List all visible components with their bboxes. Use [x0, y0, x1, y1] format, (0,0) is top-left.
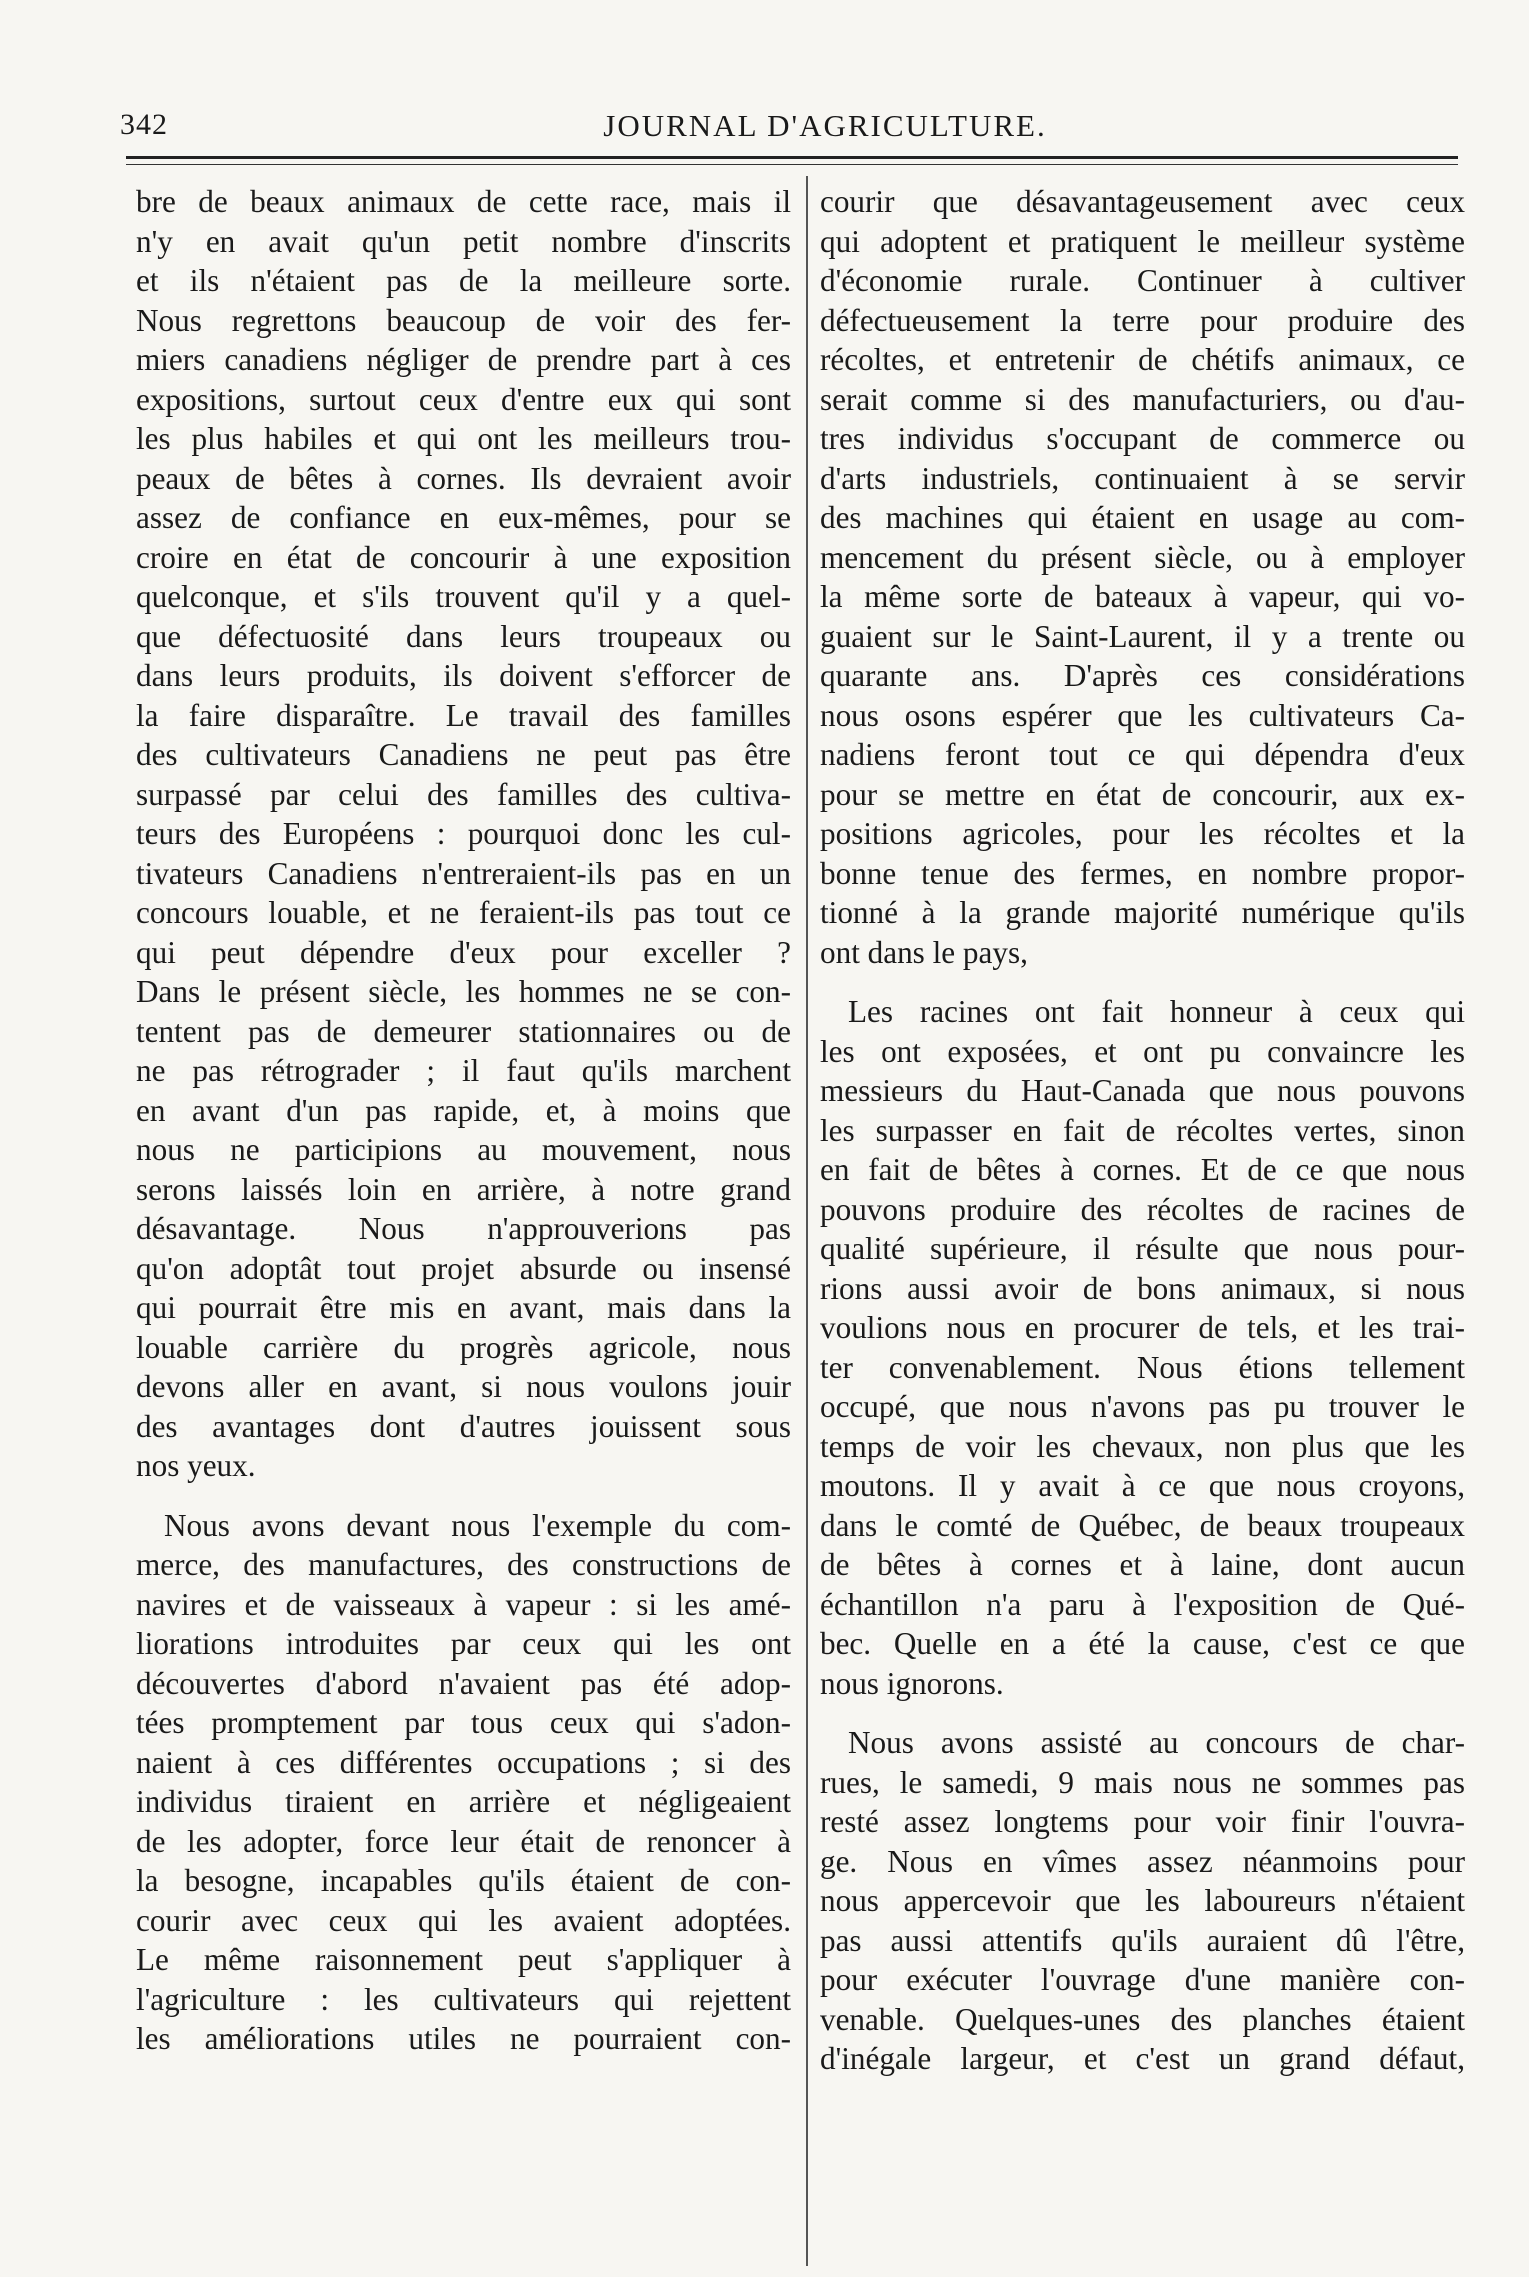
text-line: en fait de bêtes à cornes. Et de ce que nous	[820, 1152, 1465, 1187]
text-line: pas aussi attentifs qu'ils auraient dû l'être,	[820, 1922, 1465, 1958]
text-line: ter convenablement. Nous étions tellement	[820, 1349, 1465, 1385]
text-line: échantillon n'a paru à l'exposition de Qué-	[820, 1586, 1465, 1622]
header-rule-thick	[126, 156, 1458, 159]
text-line: nous osons espérer que les cultivateurs Ca-	[820, 697, 1465, 733]
text-line: miers canadiens négliger de prendre part à ces	[136, 342, 791, 377]
text-line: individus tiraient en arrière et négligeaient	[136, 1784, 791, 1819]
left-column	[136, 182, 791, 2059]
text-line: et ils n'étaient pas de la meilleure sorte.	[136, 263, 791, 298]
text-line: nous appercevoir que les laboureurs n'étaient	[820, 1883, 1465, 1918]
text-line: quelconque, et s'ils trouvent qu'il y a quel-	[136, 579, 791, 614]
right-column	[820, 182, 1465, 2079]
paragraph-gap	[820, 972, 1465, 992]
text-line: désavantage. Nous n'approuverions pas	[136, 1211, 791, 1246]
text-line: pour se mettre en état de concourir, aux ex-	[820, 776, 1465, 812]
text-line: rues, le samedi, 9 mais nous ne sommes pas	[820, 1764, 1465, 1800]
text-line: les ont exposées, et ont pu convaincre les	[820, 1033, 1465, 1069]
text-line: tées promptement par tous ceux qui s'adon-	[136, 1705, 791, 1740]
text-line: l'agriculture : les cultivateurs qui rejettent	[136, 1981, 791, 2017]
text-line: Nous regrettons beaucoup de voir des fer-	[136, 302, 791, 338]
text-line: quarante ans. D'après ces considérations	[820, 658, 1465, 693]
text-line: dans le comté de Québec, de beaux troupeaux	[820, 1507, 1465, 1543]
text-line: surpassé par celui des familles des cultiva-	[136, 776, 791, 812]
text-line: Nous avons assisté au concours de char-	[848, 1725, 1465, 1760]
text-line: navires et de vaisseaux à vapeur : si les amé-	[136, 1586, 791, 1622]
header-rule-thin	[126, 164, 1458, 165]
text-line: croire en état de concourir à une exposition	[136, 539, 791, 575]
text-line: venable. Quelques-unes des planches étaient	[820, 2001, 1465, 2037]
text-line: qui adoptent et pratiquent le meilleur système	[820, 223, 1465, 259]
text-line: concours louable, et ne feraient-ils pas tout ce	[136, 895, 791, 930]
paragraph-gap	[820, 1703, 1465, 1723]
text-line: merce, des manufactures, des constructions de	[136, 1547, 791, 1582]
text-line: tivateurs Canadiens n'entreraient-ils pas en un	[136, 855, 791, 891]
text-line: serons laissés loin en arrière, à notre grand	[136, 1171, 791, 1207]
text-line: liorations introduites par ceux qui les ont	[136, 1626, 791, 1661]
text-line: mencement du présent siècle, ou à employer	[820, 539, 1465, 575]
text-line: guaient sur le Saint-Laurent, il y a trente ou	[820, 618, 1465, 654]
text-line: nadiens feront tout ce qui dépendra d'eux	[820, 737, 1465, 772]
text-line: tionné à la grande majorité numérique qu'ils	[820, 895, 1465, 930]
text-line: nous ignorons.	[820, 1665, 1004, 1701]
text-line: qui peut dépendre d'eux pour exceller ?	[136, 934, 791, 970]
text-line: en avant d'un pas rapide, et, à moins que	[136, 1092, 791, 1128]
text-line: que défectuosité dans leurs troupeaux ou	[136, 618, 791, 654]
text-line: bre de beaux animaux de cette race, mais il	[136, 184, 791, 219]
text-line: des machines qui étaient en usage au com-	[820, 500, 1465, 535]
text-line: rions aussi avoir de bons animaux, si nous	[820, 1270, 1465, 1306]
text-line: découvertes d'abord n'avaient pas été adop-	[136, 1665, 791, 1701]
text-line: les surpasser en fait de récoltes vertes, sinon	[820, 1112, 1465, 1148]
text-line: expositions, surtout ceux d'entre eux qui sont	[136, 381, 791, 417]
paragraph-gap	[136, 1486, 791, 1506]
text-line: récoltes, et entretenir de chétifs animaux, ce	[820, 342, 1465, 377]
text-line: bonne tenue des fermes, en nombre propor-	[820, 855, 1465, 891]
column-divider	[806, 176, 808, 2266]
text-line: de bêtes à cornes et à laine, dont aucun	[820, 1547, 1465, 1582]
text-line: devons aller en avant, si nous voulons jouir	[136, 1369, 791, 1404]
text-line: la même sorte de bateaux à vapeur, qui vo-	[820, 579, 1465, 614]
journal-title: JOURNAL D'AGRICULTURE.	[603, 108, 1047, 143]
text-line: louable carrière du progrès agricole, nous	[136, 1329, 791, 1365]
text-line: qu'on adoptât tout projet absurde ou insensé	[136, 1250, 791, 1286]
text-line: resté assez longtems pour voir finir l'ouvra-	[820, 1804, 1465, 1839]
text-line: d'économie rurale. Continuer à cultiver	[820, 263, 1465, 298]
text-line: bec. Quelle en a été la cause, c'est ce que	[820, 1626, 1465, 1661]
text-line: moutons. Il y avait à ce que nous croyons,	[820, 1468, 1465, 1503]
text-line: messieurs du Haut-Canada que nous pouvons	[820, 1073, 1465, 1108]
text-line: la besogne, incapables qu'ils étaient de con-	[136, 1863, 791, 1898]
text-line: Nous avons devant nous l'exemple du com-	[164, 1507, 791, 1543]
text-line: qualité supérieure, il résulte que nous pour-	[820, 1231, 1465, 1266]
text-line: courir que désavantageusement avec ceux	[820, 184, 1465, 219]
text-line: assez de confiance en eux-mêmes, pour se	[136, 500, 791, 535]
text-line: d'inégale largeur, et c'est un grand défaut,	[820, 2041, 1465, 2076]
text-line: courir avec ceux qui les avaient adoptées.	[136, 1902, 791, 1938]
text-line: pour exécuter l'ouvrage d'une manière con-	[820, 1962, 1465, 1997]
page-number: 342	[120, 108, 168, 141]
text-line: des cultivateurs Canadiens ne peut pas être	[136, 737, 791, 772]
text-line: d'arts industriels, continuaient à se servir	[820, 460, 1465, 496]
text-line: nos yeux.	[136, 1448, 256, 1483]
text-line: occupé, que nous n'avons pas pu trouver le	[820, 1389, 1465, 1424]
text-line: ge. Nous en vîmes assez néanmoins pour	[820, 1843, 1465, 1879]
text-line: peaux de bêtes à cornes. Ils devraient avoir	[136, 460, 791, 496]
text-line: serait comme si des manufacturiers, ou d'au-	[820, 381, 1465, 417]
text-line: défectueusement la terre pour produire des	[820, 302, 1465, 338]
text-line: teurs des Européens : pourquoi donc les cul-	[136, 816, 791, 851]
text-line: qui pourrait être mis en avant, mais dans la	[136, 1290, 791, 1325]
text-line: de les adopter, force leur était de renoncer à	[136, 1823, 791, 1859]
text-line: tentent pas de demeurer stationnaires ou de	[136, 1013, 791, 1049]
text-line: ont dans le pays,	[820, 934, 1028, 970]
text-line: positions agricoles, pour les récoltes et la	[820, 816, 1465, 851]
text-line: ne pas rétrograder ; il faut qu'ils marchent	[136, 1053, 791, 1088]
text-line: tres individus s'occupant de commerce ou	[820, 421, 1465, 456]
text-line: Dans le présent siècle, les hommes ne se con-	[136, 974, 791, 1009]
text-line: Le même raisonnement peut s'appliquer à	[136, 1942, 791, 1977]
text-line: Les racines ont fait honneur à ceux qui	[848, 994, 1465, 1029]
text-line: les améliorations utiles ne pourraient con-	[136, 2021, 791, 2056]
text-line: n'y en avait qu'un petit nombre d'inscrits	[136, 223, 791, 259]
text-line: voulions nous en procurer de tels, et les trai-	[820, 1310, 1465, 1345]
text-line: des avantages dont d'autres jouissent sous	[136, 1408, 791, 1444]
text-line: dans leurs produits, ils doivent s'efforcer de	[136, 658, 791, 693]
running-head	[120, 108, 1460, 158]
text-line: pouvons produire des récoltes de racines de	[820, 1191, 1465, 1227]
text-line: nous ne participions au mouvement, nous	[136, 1132, 791, 1167]
text-line: temps de voir les chevaux, non plus que les	[820, 1428, 1465, 1464]
text-line: les plus habiles et qui ont les meilleurs trou-	[136, 421, 791, 456]
text-line: la faire disparaître. Le travail des familles	[136, 697, 791, 733]
text-line: naient à ces différentes occupations ; si des	[136, 1744, 791, 1780]
